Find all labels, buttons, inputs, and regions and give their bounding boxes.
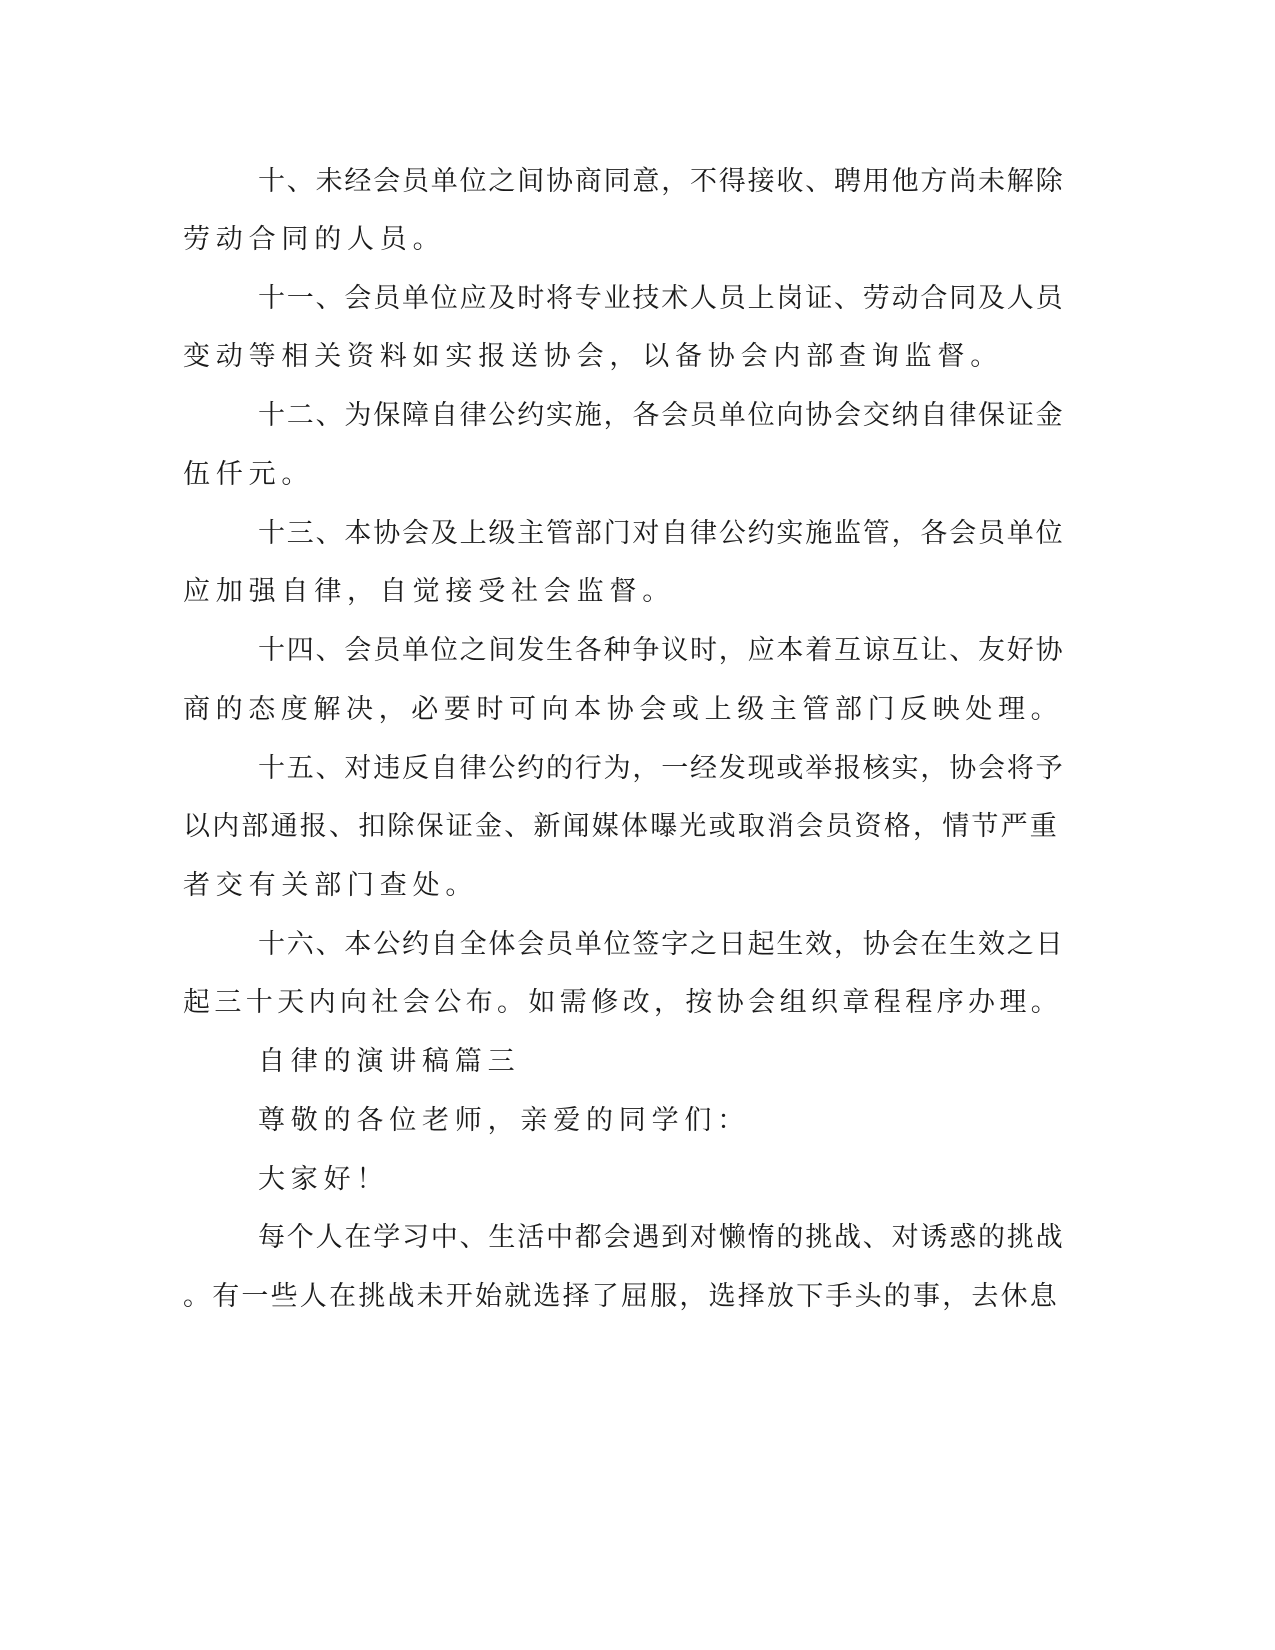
article-13-line-1: 十三、本协会及上级主管部门对自律公约实施监管，各会员单位 — [258, 518, 1065, 549]
article-11-line-2: 变动等相关资料如实报送协会，以备协会内部查询监督。 — [183, 341, 1003, 372]
article-10-line-2: 劳动合同的人员。 — [183, 224, 446, 255]
article-15-line-3: 者交有关部门查处。 — [183, 870, 479, 901]
speech-paragraph-line-2: 。有一些人在挑战未开始就选择了屈服，选择放下手头的事，去休息 — [183, 1281, 1059, 1312]
article-12-line-2: 伍仟元。 — [183, 459, 315, 490]
article-13-line-2: 应加强自律，自觉接受社会监督。 — [183, 576, 675, 607]
article-14-line-1: 十四、会员单位之间发生各种争议时，应本着互谅互让、友好协 — [258, 635, 1065, 666]
article-14-line-2: 商的态度解决，必要时可向本协会或上级主管部门反映处理。 — [183, 694, 1064, 725]
article-12-line-1: 十二、为保障自律公约实施，各会员单位向协会交纳自律保证金 — [258, 400, 1065, 431]
article-10-line-1: 十、未经会员单位之间协商同意，不得接收、聘用他方尚未解除 — [258, 166, 1065, 197]
speech-paragraph-line-1: 每个人在学习中、生活中都会遇到对懒惰的挑战、对诱惑的挑战 — [258, 1222, 1065, 1253]
section-heading: 自律的演讲稿篇三 — [258, 1046, 521, 1077]
speech-salutation: 尊敬的各位老师，亲爱的同学们： — [258, 1105, 750, 1136]
article-15-line-1: 十五、对违反自律公约的行为，一经发现或举报核实，协会将予 — [258, 753, 1065, 784]
article-16-line-2: 起三十天内向社会公布。如需修改，按协会组织章程程序办理。 — [183, 987, 1063, 1018]
article-11-line-1: 十一、会员单位应及时将专业技术人员上岗证、劳动合同及人员 — [258, 283, 1065, 314]
article-16-line-1: 十六、本公约自全体会员单位签字之日起生效，协会在生效之日 — [258, 929, 1065, 960]
speech-greeting: 大家好！ — [258, 1164, 390, 1195]
article-15-line-2: 以内部通报、扣除保证金、新闻媒体曝光或取消会员资格，情节严重 — [183, 811, 1059, 842]
